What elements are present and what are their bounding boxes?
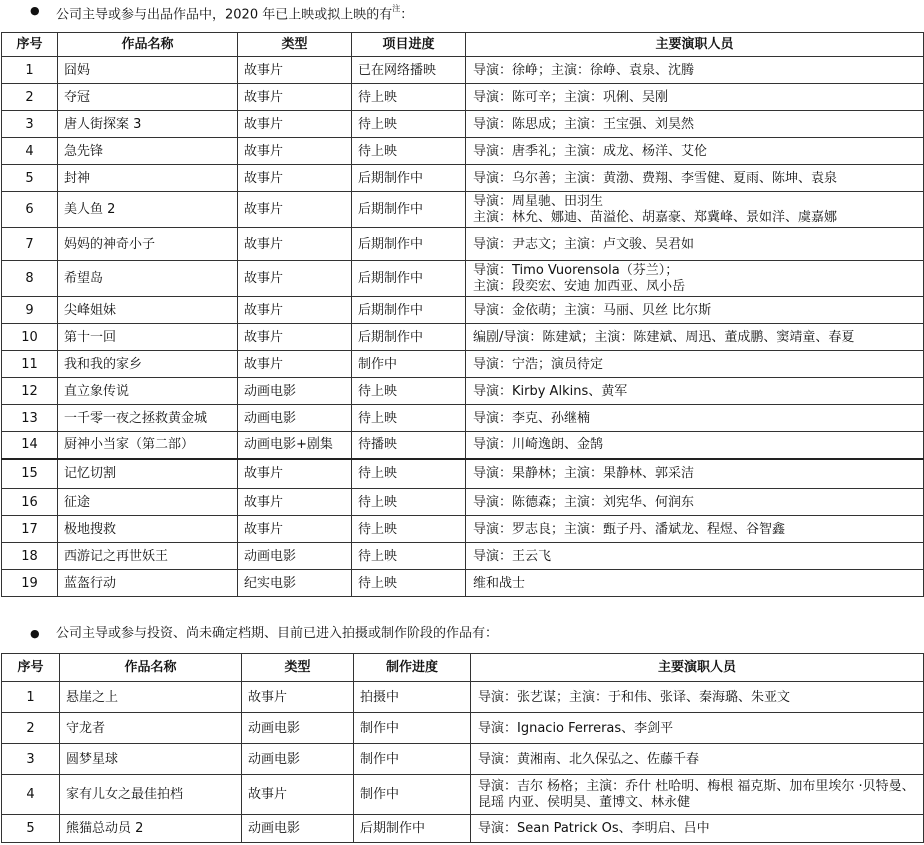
work-type: 故事片 <box>238 57 352 84</box>
work-title: 极地搜救 <box>58 516 238 543</box>
row-number: 14 <box>2 432 58 459</box>
progress-status: 后期制作中 <box>352 324 466 351</box>
work-title: 征途 <box>58 489 238 516</box>
cast-line: 导演：Kirby Alkins、黄军 <box>473 383 628 399</box>
cast-crew <box>471 815 924 843</box>
col-header-no: 序号 <box>2 654 60 682</box>
cast-line: 导演：Sean Patrick Os、李明启、吕中 <box>478 821 710 836</box>
cast-crew <box>466 57 924 84</box>
work-title: 守龙者 <box>60 713 242 744</box>
cast-line: 导演：宁浩；演员待定 <box>473 356 604 372</box>
in-production-works-table <box>1 653 924 843</box>
progress-status: 已在网络播映 <box>352 57 466 84</box>
table-row <box>2 713 924 744</box>
row-number: 2 <box>2 713 60 744</box>
progress-status: 后期制作中 <box>352 228 466 261</box>
section1-intro-text: 公司主导或参与出品作品中，2020 年已上映或拟上映的有 <box>56 7 393 23</box>
work-type: 动画电影 <box>238 543 352 570</box>
col-header-no: 序号 <box>2 33 58 57</box>
col-header-status: 项目进度 <box>352 33 466 57</box>
cast-crew <box>466 138 924 165</box>
work-type: 动画电影 <box>242 815 354 843</box>
cast-line: 主演：段奕宏、安迪 加西亚、凤小岳 <box>473 278 686 294</box>
work-title: 夺冠 <box>58 84 238 111</box>
work-title: 圆梦星球 <box>60 744 242 775</box>
work-type: 故事片 <box>238 351 352 378</box>
table-row <box>2 570 924 597</box>
cast-crew <box>471 713 924 744</box>
cast-line: 导演：张艺谋；主演：于和伟、张译、秦海璐、朱亚文 <box>478 689 791 705</box>
work-title: 悬崖之上 <box>60 682 242 713</box>
cast-line: 导演：王云飞 <box>473 548 552 564</box>
cast-line: 导演：川崎逸朗、金鹄 <box>473 437 604 453</box>
progress-status: 制作中 <box>354 713 471 744</box>
progress-status: 待上映 <box>352 405 466 432</box>
col-header-type: 类型 <box>238 33 352 57</box>
cast-line: 编剧/导演：陈建斌；主演：陈建斌、周迅、董成鹏、窦靖童、春夏 <box>473 329 855 345</box>
row-number: 9 <box>2 297 58 324</box>
work-title: 厨神小当家（第二部） <box>58 432 238 459</box>
work-title: 直立象传说 <box>58 378 238 405</box>
cast-crew <box>471 775 924 815</box>
work-type: 动画电影 <box>242 713 354 744</box>
cast-line: 导演：罗志良；主演：甄子丹、潘斌龙、程煜、谷智鑫 <box>473 521 786 537</box>
work-type: 动画电影 <box>242 744 354 775</box>
progress-status: 待上映 <box>352 543 466 570</box>
table-row <box>2 111 924 138</box>
work-type: 故事片 <box>238 228 352 261</box>
table-row <box>2 432 924 459</box>
table-row <box>2 682 924 713</box>
cast-crew <box>466 570 924 597</box>
bullet-icon: ● <box>30 627 40 640</box>
work-title: 我和我的家乡 <box>58 351 238 378</box>
progress-status: 待上映 <box>352 459 466 489</box>
work-title: 妈妈的神奇小子 <box>58 228 238 261</box>
work-type: 故事片 <box>238 165 352 192</box>
cast-crew <box>466 543 924 570</box>
progress-status: 制作中 <box>354 744 471 775</box>
col-header-title: 作品名称 <box>60 654 242 682</box>
row-number: 4 <box>2 138 58 165</box>
cast-line: 导演：尹志文；主演：卢文骏、吴君如 <box>473 236 695 252</box>
cast-crew <box>466 489 924 516</box>
table-row <box>2 459 924 489</box>
cast-line: 导演：徐峥；主演：徐峥、袁泉、沈腾 <box>473 62 695 78</box>
cast-line: 导演：Ignacio Ferreras、李剑平 <box>478 720 674 736</box>
table-row <box>2 297 924 324</box>
cast-crew <box>466 165 924 192</box>
work-title: 第十一回 <box>58 324 238 351</box>
cast-crew <box>466 516 924 543</box>
table-header-row <box>2 33 924 57</box>
progress-status: 待播映 <box>352 432 466 459</box>
work-title: 西游记之再世妖王 <box>58 543 238 570</box>
work-title: 希望岛 <box>58 261 238 297</box>
work-title: 唐人街探案 3 <box>58 111 238 138</box>
work-type: 纪实电影 <box>238 570 352 597</box>
table-row <box>2 351 924 378</box>
work-title: 记忆切割 <box>58 459 238 489</box>
work-title: 蓝盔行动 <box>58 570 238 597</box>
work-title: 囧妈 <box>58 57 238 84</box>
cast-line: 导演：唐季礼；主演：成龙、杨洋、艾伦 <box>473 143 708 159</box>
table-row <box>2 516 924 543</box>
table-row <box>2 775 924 815</box>
work-type: 动画电影+剧集 <box>238 432 352 459</box>
cast-crew <box>466 192 924 228</box>
work-title: 尖峰姐妹 <box>58 297 238 324</box>
work-type: 故事片 <box>238 138 352 165</box>
table-row <box>2 192 924 228</box>
table-row <box>2 57 924 84</box>
released-works-table <box>1 32 924 597</box>
row-number: 15 <box>2 459 58 489</box>
work-type: 故事片 <box>238 192 352 228</box>
work-title: 急先锋 <box>58 138 238 165</box>
progress-status: 拍摄中 <box>354 682 471 713</box>
section2-intro-text: 公司主导或参与投资、尚未确定档期、目前已进入拍摄或制作阶段的作品有： <box>56 626 499 641</box>
row-number: 7 <box>2 228 58 261</box>
cast-crew <box>466 459 924 489</box>
cast-crew <box>466 405 924 432</box>
cast-line: 导演：果静林；主演：果静林、郭采洁 <box>473 466 695 482</box>
cast-line: 导演：陈思成；主演：王宝强、刘昊然 <box>473 116 695 132</box>
table-row <box>2 84 924 111</box>
work-title: 美人鱼 2 <box>58 192 238 228</box>
progress-status: 待上映 <box>352 516 466 543</box>
work-type: 动画电影 <box>238 405 352 432</box>
progress-status: 待上映 <box>352 378 466 405</box>
row-number: 1 <box>2 57 58 84</box>
work-type: 故事片 <box>238 324 352 351</box>
cast-crew <box>466 324 924 351</box>
cast-line: 导演：李克、孙继楠 <box>473 410 591 426</box>
table-header-row <box>2 654 924 682</box>
progress-status: 制作中 <box>354 775 471 815</box>
work-type: 故事片 <box>238 459 352 489</box>
row-number: 5 <box>2 165 58 192</box>
col-header-cast: 主要演职人员 <box>471 654 924 682</box>
cast-line: 导演：吉尔 杨格；主演：乔什 杜哈明、梅根 福克斯、加布里埃尔 ·贝特曼、昆瑶 内亚、侯明昊、董博文、林永健 <box>478 778 915 810</box>
row-number: 19 <box>2 570 58 597</box>
work-title: 封神 <box>58 165 238 192</box>
table-row <box>2 744 924 775</box>
table-row <box>2 405 924 432</box>
row-number: 10 <box>2 324 58 351</box>
col-header-cast: 主要演职人员 <box>466 33 924 57</box>
table-row <box>2 228 924 261</box>
cast-line: 导演：金依萌；主演：马丽、贝丝 比尔斯 <box>473 302 712 318</box>
progress-status: 待上映 <box>352 111 466 138</box>
cast-line: 导演：Timo Vuorensola（芬兰）； <box>473 262 679 278</box>
work-type: 故事片 <box>242 682 354 713</box>
row-number: 16 <box>2 489 58 516</box>
table-row <box>2 378 924 405</box>
col-header-status: 制作进度 <box>354 654 471 682</box>
table-row <box>2 165 924 192</box>
cast-crew <box>466 351 924 378</box>
cast-line: 导演：周星驰、田羽生 <box>473 193 604 209</box>
work-title: 一千零一夜之拯救黄金城 <box>58 405 238 432</box>
cast-crew <box>466 297 924 324</box>
cast-crew <box>466 228 924 261</box>
table-row <box>2 324 924 351</box>
cast-line: 导演：陈德森；主演：刘宪华、何润东 <box>473 494 695 510</box>
cast-crew <box>471 744 924 775</box>
cast-crew <box>466 378 924 405</box>
progress-status: 待上映 <box>352 570 466 597</box>
table-row <box>2 138 924 165</box>
cast-line: 维和战士 <box>473 575 526 591</box>
work-type: 故事片 <box>238 489 352 516</box>
work-title: 熊猫总动员 2 <box>60 815 242 843</box>
row-number: 8 <box>2 261 58 297</box>
table-row <box>2 543 924 570</box>
cast-line: 导演：黄湘南、北久保弘之、佐藤千春 <box>478 751 700 767</box>
progress-status: 后期制作中 <box>352 297 466 324</box>
row-number: 17 <box>2 516 58 543</box>
row-number: 4 <box>2 775 60 815</box>
cast-crew <box>466 432 924 459</box>
table-row <box>2 815 924 843</box>
progress-status: 后期制作中 <box>352 192 466 228</box>
work-type: 故事片 <box>238 297 352 324</box>
cast-line: 导演：陈可辛；主演：巩俐、吴刚 <box>473 89 669 105</box>
col-header-title: 作品名称 <box>58 33 238 57</box>
col-header-type: 类型 <box>242 654 354 682</box>
work-type: 故事片 <box>238 261 352 297</box>
progress-status: 后期制作中 <box>354 815 471 843</box>
row-number: 12 <box>2 378 58 405</box>
section1-intro-suffix: ： <box>400 7 414 23</box>
row-number: 1 <box>2 682 60 713</box>
progress-status: 待上映 <box>352 489 466 516</box>
footnote-mark: 注 <box>392 4 401 13</box>
row-number: 3 <box>2 744 60 775</box>
work-type: 故事片 <box>238 516 352 543</box>
bullet-icon: ● <box>30 4 40 17</box>
row-number: 5 <box>2 815 60 843</box>
progress-status: 待上映 <box>352 138 466 165</box>
row-number: 13 <box>2 405 58 432</box>
cast-crew <box>466 261 924 297</box>
cast-line: 主演：林允、娜迪、苗溢伦、胡嘉豪、郑冀峰、景如洋、虞嘉娜 <box>473 209 838 225</box>
work-type: 故事片 <box>238 84 352 111</box>
row-number: 11 <box>2 351 58 378</box>
progress-status: 待上映 <box>352 84 466 111</box>
row-number: 2 <box>2 84 58 111</box>
cast-crew <box>471 682 924 713</box>
cast-crew <box>466 84 924 111</box>
work-type: 动画电影 <box>238 378 352 405</box>
row-number: 6 <box>2 192 58 228</box>
work-title: 家有儿女之最佳拍档 <box>60 775 242 815</box>
work-type: 故事片 <box>242 775 354 815</box>
progress-status: 后期制作中 <box>352 165 466 192</box>
cast-crew <box>466 111 924 138</box>
table-row <box>2 261 924 297</box>
cast-line: 导演：乌尔善；主演：黄渤、费翔、李雪健、夏雨、陈坤、袁泉 <box>473 170 838 186</box>
progress-status: 制作中 <box>352 351 466 378</box>
row-number: 18 <box>2 543 58 570</box>
progress-status: 后期制作中 <box>352 261 466 297</box>
table-row <box>2 489 924 516</box>
row-number: 3 <box>2 111 58 138</box>
work-type: 故事片 <box>238 111 352 138</box>
